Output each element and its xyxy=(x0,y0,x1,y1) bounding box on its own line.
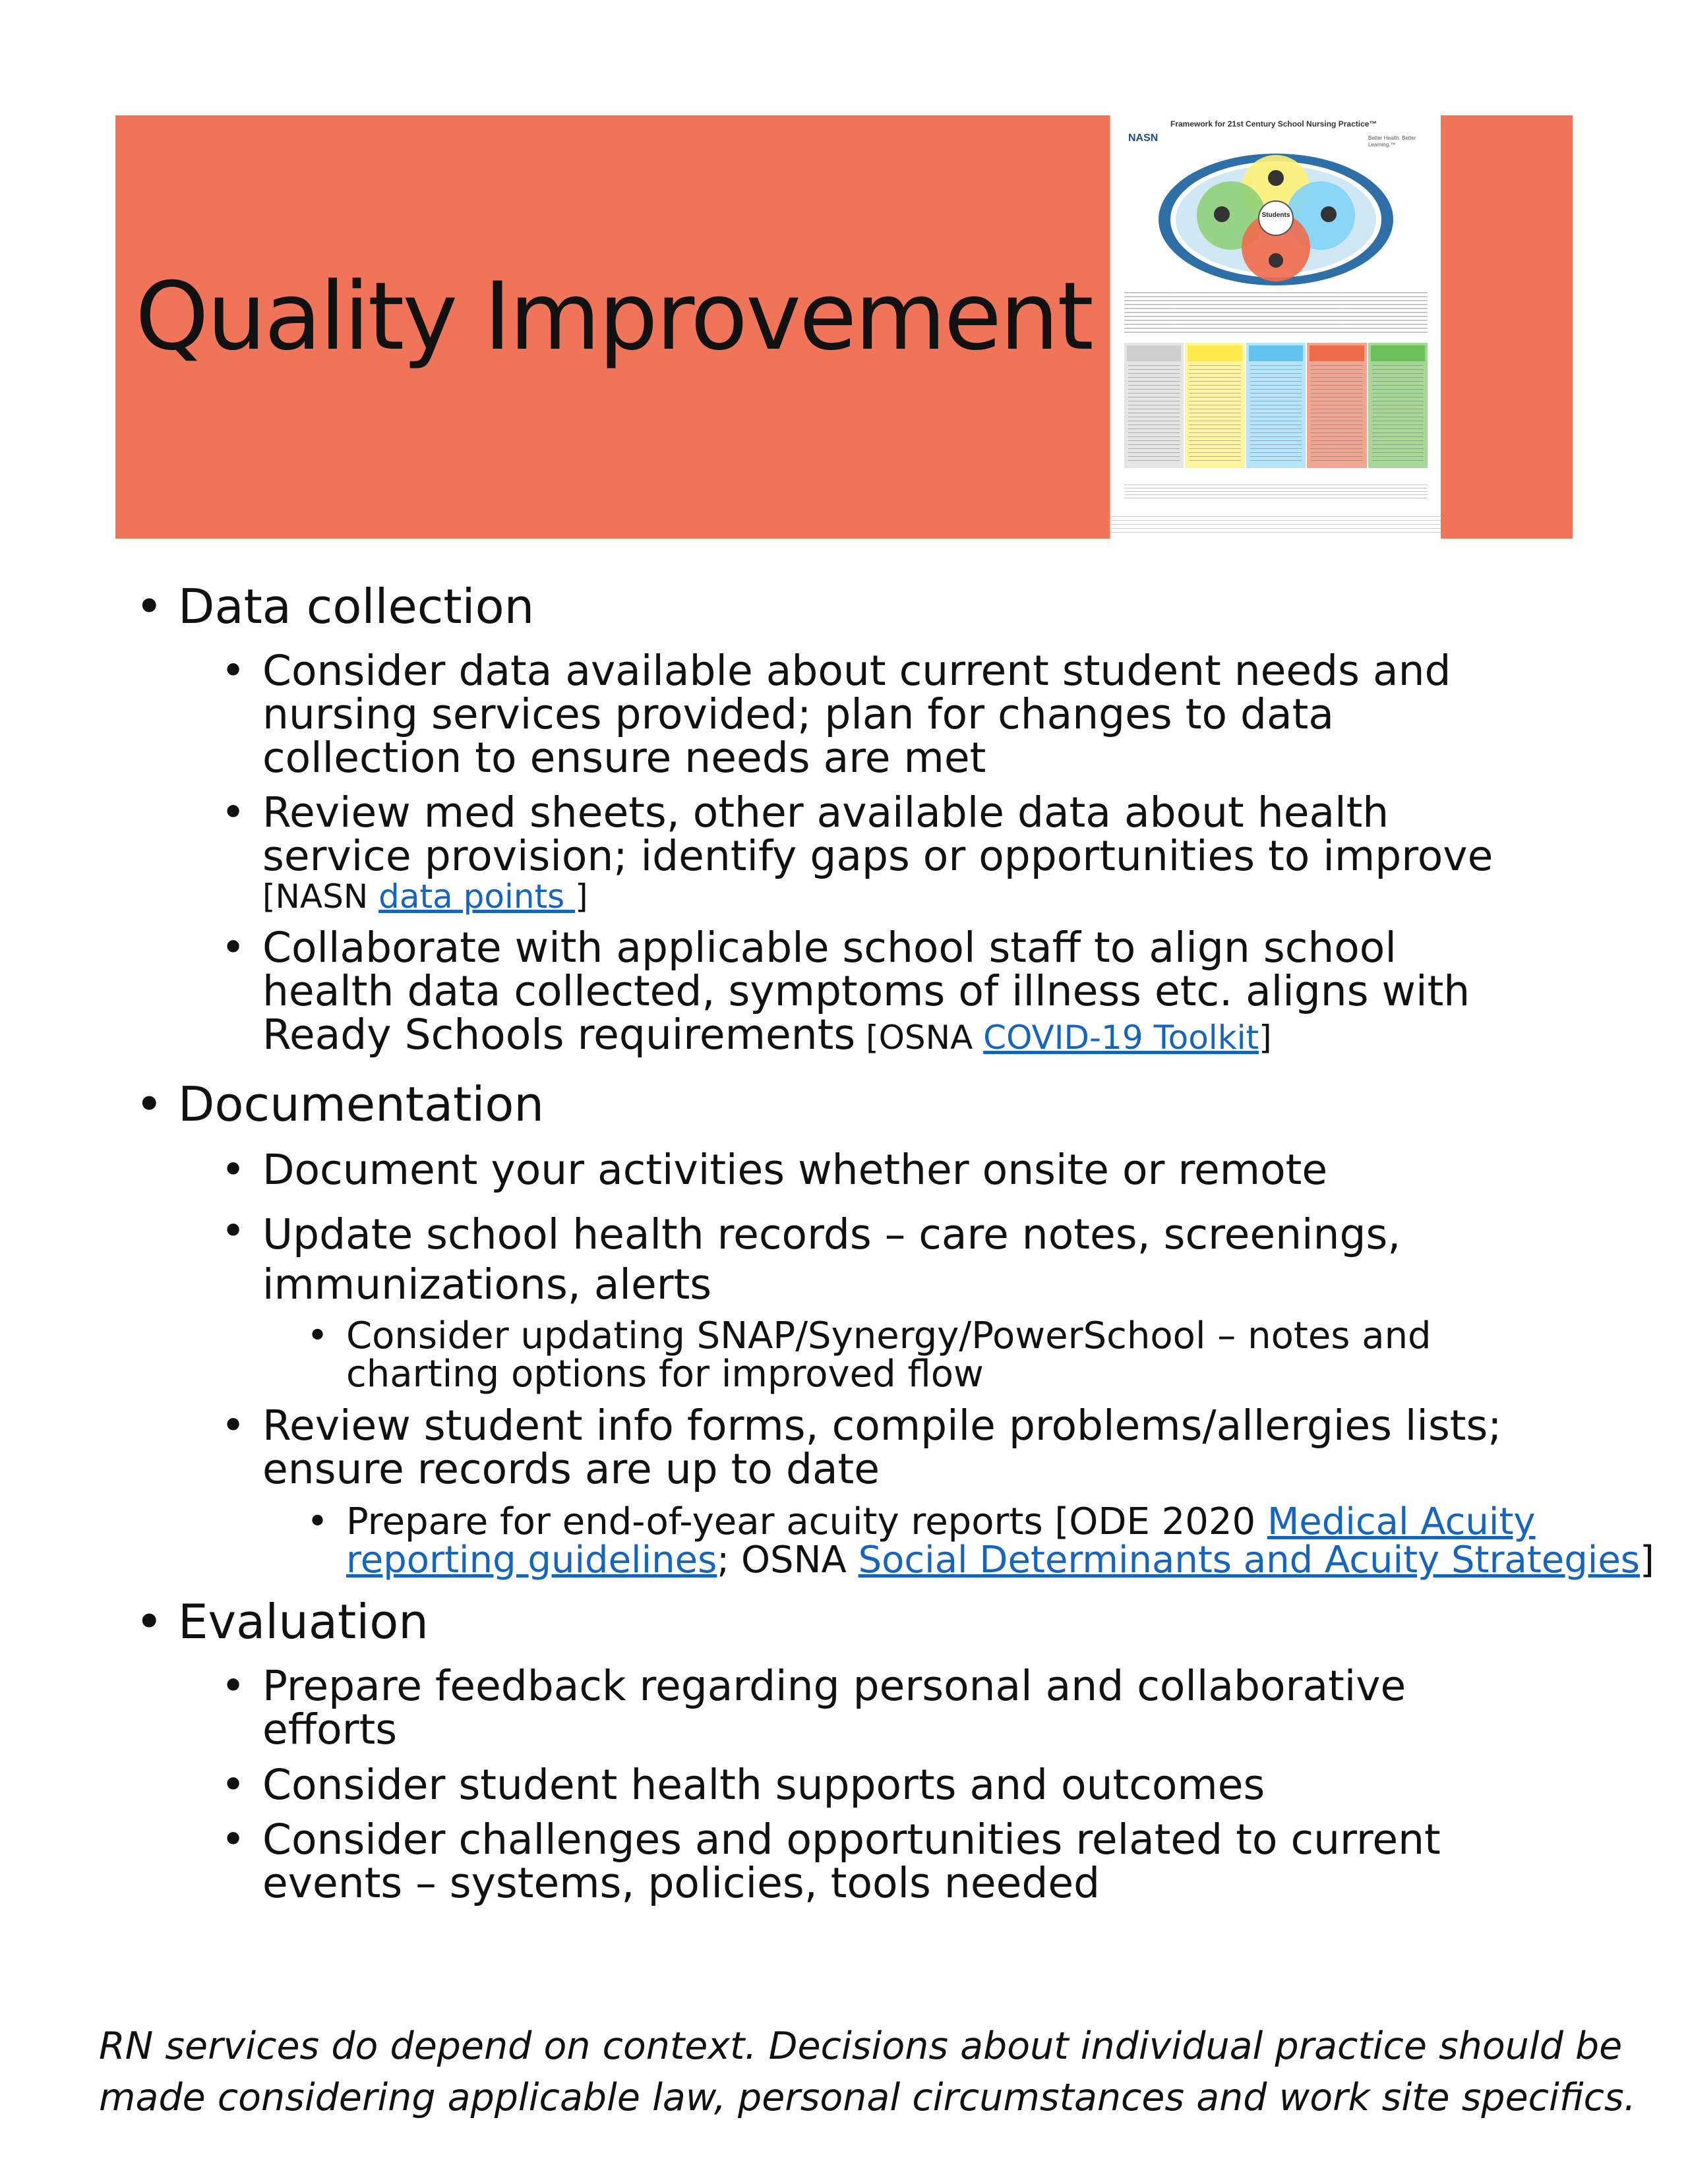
slide-title: Quality Improvement xyxy=(135,262,1092,371)
bullet-dot: • xyxy=(221,1815,246,1864)
list-item xyxy=(262,1815,1441,1907)
list-item xyxy=(262,1763,1265,1807)
line: health data collected, symptoms of illness etc. aligns with xyxy=(262,967,1470,1015)
line-with-reference xyxy=(262,1013,1470,1059)
framework-diagram xyxy=(1151,148,1401,290)
line: Document your activities whether onsite or remote xyxy=(262,1146,1328,1194)
bullet-dot: • xyxy=(135,579,164,634)
line: Prepare feedback regarding personal and collaborative xyxy=(262,1662,1406,1710)
list-item xyxy=(262,788,1493,916)
line: Consider student health supports and outcomes xyxy=(262,1761,1265,1809)
thumbnail-tagline: Better Health. Better Learning.™ xyxy=(1368,135,1416,148)
ref-suffix: ] xyxy=(1259,1018,1272,1057)
line xyxy=(346,1541,1654,1579)
ode-medical-acuity-link[interactable]: Medical Acuity xyxy=(1267,1500,1536,1543)
section-heading-documentation: Documentation xyxy=(178,1077,545,1132)
list-item xyxy=(262,649,1451,780)
line xyxy=(346,1500,1654,1543)
framework-thumbnail xyxy=(1110,115,1441,539)
ref-prefix: [OSNA xyxy=(855,1018,984,1057)
list-item xyxy=(262,1662,1406,1754)
line: events – systems, policies, tools needed xyxy=(262,1859,1100,1907)
bullet-dot: • xyxy=(307,1314,329,1357)
thumbnail-title: Framework for 21st Century School Nursing Practice™ xyxy=(1170,119,1377,129)
thumbnail-paragraph xyxy=(1124,292,1428,336)
community-health-column xyxy=(1368,343,1428,468)
leadership-column xyxy=(1246,343,1306,468)
quality-improvement-column xyxy=(1307,343,1366,468)
bullet-dot: • xyxy=(221,788,246,837)
thumbnail-footer xyxy=(1124,485,1428,499)
context-disclaimer xyxy=(99,2021,1655,2123)
list-item xyxy=(262,1404,1502,1491)
quality-improvement-icon xyxy=(1269,253,1283,268)
line: Update school health records – care notes, screenings, xyxy=(262,1210,1401,1258)
nasn-logo: NASN xyxy=(1128,133,1159,144)
list-item xyxy=(262,1148,1327,1192)
section-heading-data-collection: Data collection xyxy=(178,579,535,634)
bullet-dot: • xyxy=(221,647,246,695)
care-coordination-column xyxy=(1185,343,1244,468)
ref-prefix: [NASN xyxy=(262,877,379,916)
disclaimer-line: RN services do depend on context. Decisions about individual practice should be xyxy=(99,2024,1623,2068)
care-coordination-icon xyxy=(1268,170,1284,186)
line: Consider updating SNAP/Synergy/PowerSchool – notes and xyxy=(346,1314,1432,1357)
line: Consider data available about current student needs and xyxy=(262,647,1451,695)
line: Ready Schools requirements xyxy=(262,1011,856,1059)
bullet-dot: • xyxy=(221,1146,246,1194)
disclaimer-line: made considering applicable law, personal circumstances and work site specifics. xyxy=(99,2076,1636,2119)
list-item xyxy=(262,926,1470,1059)
line: service provision; identify gaps or opportunities to improve xyxy=(262,832,1493,880)
text: ; OSNA xyxy=(717,1539,859,1581)
community-health-icon xyxy=(1214,206,1230,222)
line: immunizations, alerts xyxy=(262,1260,712,1309)
text: Prepare for end-of-year acuity reports [ODE 2020 xyxy=(346,1500,1267,1543)
bullet-dot: • xyxy=(221,1207,246,1255)
line: Collaborate with applicable school staff to align school xyxy=(262,924,1397,972)
ode-reporting-guidelines-link[interactable]: reporting guidelines xyxy=(346,1539,717,1581)
line: charting options for improved flow xyxy=(346,1353,984,1396)
bullet-dot: • xyxy=(221,924,246,972)
line: Review student info forms, compile problems/allergies lists; xyxy=(262,1402,1502,1450)
bullet-dot: • xyxy=(307,1500,329,1543)
nasn-data-points-link[interactable]: data points xyxy=(378,877,576,916)
sub-list-item xyxy=(346,1314,1432,1396)
bullet-dot: • xyxy=(135,1077,164,1132)
bullet-dot: • xyxy=(135,1594,164,1649)
ref-suffix: ] xyxy=(575,877,588,916)
section-heading-evaluation: Evaluation xyxy=(178,1594,429,1649)
line: collection to ensure needs are met xyxy=(262,734,986,782)
line: Consider challenges and opportunities related to current xyxy=(262,1815,1441,1864)
line: nursing services provided; plan for changes to data xyxy=(262,690,1334,738)
line: efforts xyxy=(262,1705,398,1754)
bullet-dot: • xyxy=(221,1662,246,1710)
list-item xyxy=(262,1210,1401,1310)
line: ensure records are up to date xyxy=(262,1445,880,1493)
thumbnail-source xyxy=(1111,516,1441,535)
reference-line xyxy=(262,878,1493,915)
text: ] xyxy=(1639,1539,1654,1581)
bullet-dot: • xyxy=(221,1402,246,1450)
leadership-icon xyxy=(1321,206,1337,222)
osna-covid-toolkit-link[interactable]: COVID-19 Toolkit xyxy=(983,1018,1259,1057)
sub-list-item xyxy=(346,1500,1654,1581)
standards-column xyxy=(1124,343,1184,468)
framework-columns xyxy=(1124,343,1428,468)
bullet-dot: • xyxy=(221,1761,246,1809)
osna-social-determinants-link[interactable]: Social Determinants and Acuity Strategies xyxy=(858,1539,1640,1581)
line: Review med sheets, other available data about health xyxy=(262,788,1389,837)
students-label: Students xyxy=(1261,212,1290,219)
